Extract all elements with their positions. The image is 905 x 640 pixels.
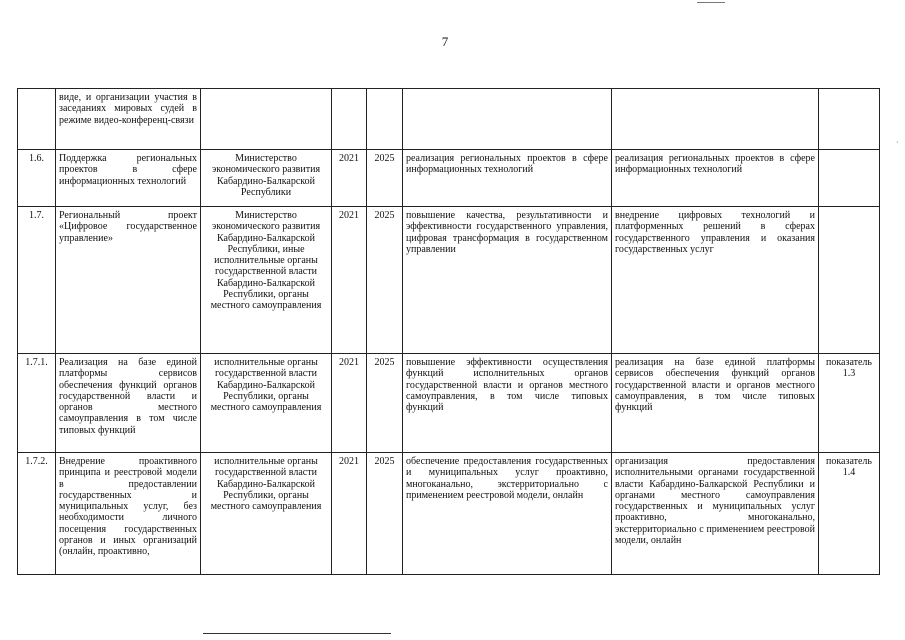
indicator: показатель 1.4 (819, 453, 880, 575)
end-year: 2025 (367, 354, 403, 453)
expected-result: обеспечение предоставления государственных и муниципальных услуг проактивно, многоканально, экстерриториально с применением реестровой модели, онлайн (403, 453, 612, 575)
footnote-rule (203, 633, 391, 634)
indicator: показатель 1.3 (819, 354, 880, 453)
table-row (18, 150, 880, 207)
measure-name: Внедрение проактивного принципа и реестровой модели в предоставлении государственных и муниципальных услуг, без необходимости личного посещения государственных органов и иных организаций (онлайн, проактивно, (56, 453, 201, 575)
header-mark (697, 2, 725, 3)
start-year: 2021 (332, 207, 367, 354)
executor: исполнительные органы государственной власти Кабардино-Балкарской Республики, органы местного самоуправления (201, 354, 332, 453)
row-number: 1.7. (18, 207, 56, 354)
expected-result: повышение качества, результативности и эффективности государственного управления, цифровая трансформация в государственном управлении (403, 207, 612, 354)
executor: исполнительные органы государственной власти Кабардино-Балкарской Республики, органы местного самоуправления (201, 453, 332, 575)
table-row (18, 89, 880, 150)
end-year: 2025 (367, 453, 403, 575)
row-number: 1.6. (18, 150, 56, 207)
table-row (18, 207, 880, 354)
start-year: 2021 (332, 354, 367, 453)
end-year: 2025 (367, 207, 403, 354)
table-row (18, 354, 880, 453)
row-number (18, 89, 56, 150)
row-number: 1.7.2. (18, 453, 56, 575)
expected-result: реализация региональных проектов в сфере информационных технологий (403, 150, 612, 207)
page-number: 7 (441, 34, 449, 49)
start-year: 2021 (332, 453, 367, 575)
start-year: 2021 (332, 150, 367, 207)
measure-name: Реализация на базе единой платформы сервисов обеспечения функций органов государственной власти и органов местного самоуправления в том числе типовых функций (56, 354, 201, 453)
indicator (819, 207, 880, 354)
executor: Министерство экономического развития Кабардино-Балкарской Республики, иные исполнительные органы государственной власти Кабардино-Балкарской Республики, органы местного самоуправления (201, 207, 332, 354)
implementation-effect: организация предоставления исполнительными органами государственной власти Кабардино-Балкарской Республики и органами местного самоуправления государственных и муниципальных услуг проактивно, многоканально, экстерриториально с применением реестровой модели, онлайн (612, 453, 819, 575)
end-year (367, 89, 403, 150)
indicator (819, 150, 880, 207)
measure-name: виде, и организации участия в заседаниях мировых судей в режиме видео-конференц-связи (56, 89, 201, 150)
row-number: 1.7.1. (18, 354, 56, 453)
implementation-effect (612, 89, 819, 150)
end-year: 2025 (367, 150, 403, 207)
measure-name: Поддержка региональных проектов в сфере информационных технологий (56, 150, 201, 207)
implementation-effect: внедрение цифровых технологий и платформенных решений в сферах государственного управления и оказания государственных услуг (612, 207, 819, 354)
start-year (332, 89, 367, 150)
margin-mark: · (896, 138, 899, 147)
expected-result: повышение эффективности осуществления функций исполнительных органов государственной власти и органов местного самоуправления, в том числе типовых функций (403, 354, 612, 453)
executor: Министерство экономического развития Кабардино-Балкарской Республики (201, 150, 332, 207)
expected-result (403, 89, 612, 150)
implementation-effect: реализация на базе единой платформы сервисов обеспечения функций органов государственной власти и органов местного самоуправления, в том числе типовых функций (612, 354, 819, 453)
measure-name: Региональный проект «Цифровое государственное управление» (56, 207, 201, 354)
program-table (17, 88, 880, 575)
indicator (819, 89, 880, 150)
implementation-effect: реализация региональных проектов в сфере информационных технологий (612, 150, 819, 207)
table-row (18, 453, 880, 575)
executor (201, 89, 332, 150)
